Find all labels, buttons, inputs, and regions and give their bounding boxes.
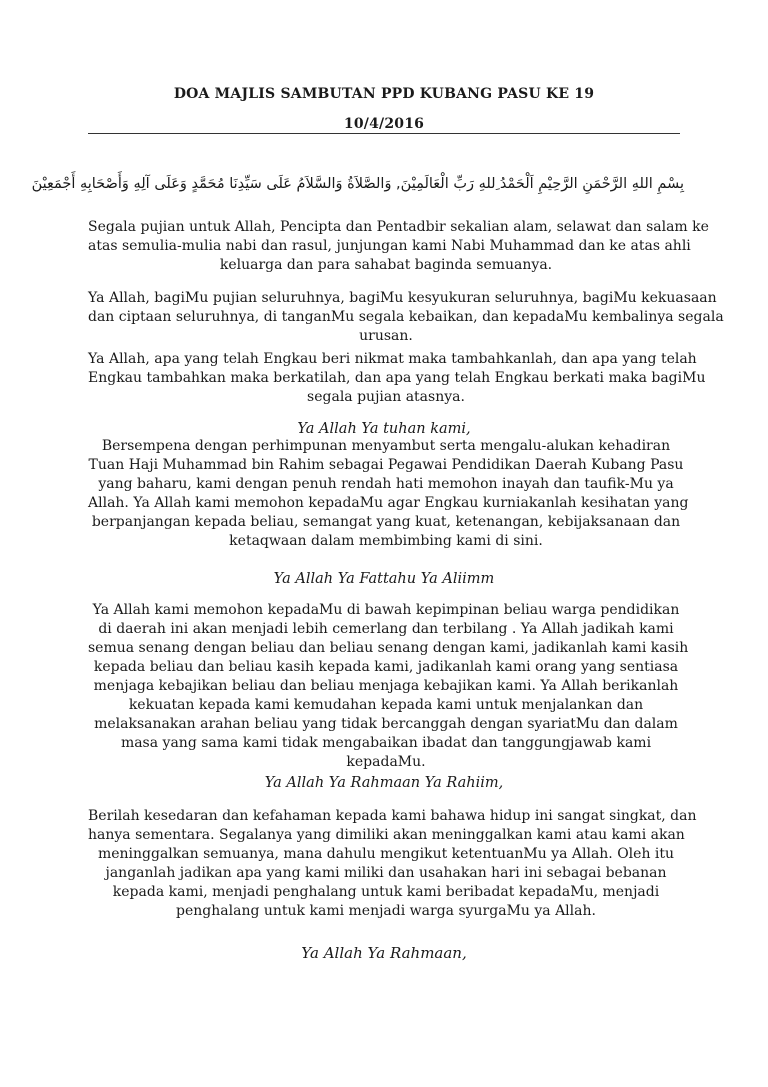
text-line: keluarga dan para sahabat baginda semuanya. xyxy=(219,257,553,273)
arabic-opening-line: بِسْمِ اللهِ الرَّحْمَنِ الرَّحِيْمِ اَلْحَمْدُ ِللهِ رَبِّ الْعَالَمِيْنَ, وَالصَّلاَةُ وَالسَّلاَمُ عَلَى سَيِّدِنَا مُحَمَّدٍ وَعَلَى آلِهِ وَأَصْحَابِهِ أَجْمَعِيْنَ xyxy=(31,176,684,192)
heading-ya-fattahu: Ya Allah Ya Fattahu Ya Aliimm xyxy=(273,571,495,587)
text-line: menjaga kebajikan beliau dan beliau menjaga kebajikan kami. Ya Allah berikanlah xyxy=(93,678,679,694)
paragraph-kesedaran xyxy=(88,807,697,921)
text-line: hanya sementara. Segalanya yang dimiliki akan meninggalkan kami atau kami akan xyxy=(88,827,685,843)
text-line: kepadaMu. xyxy=(346,754,426,770)
paragraph-sambutan xyxy=(88,437,689,551)
text-line: kepada beliau dan beliau kasih kepada kami, jadikanlah kami orang yang sentiasa xyxy=(93,659,679,675)
title-divider xyxy=(88,133,680,134)
paragraph-nikmat xyxy=(88,350,706,407)
paragraph-kepimpinan xyxy=(88,601,689,772)
text-line: penghalang untuk kami menjadi warga syurgaMu ya Allah. xyxy=(176,903,596,919)
paragraph-praise xyxy=(88,218,709,275)
document-title: DOA MAJLIS SAMBUTAN PPD KUBANG PASU KE 19 xyxy=(173,86,595,102)
text-line: Allah. Ya Allah kami memohon kepadaMu agar Engkau kurniakanlah kesihatan yang xyxy=(88,495,689,511)
document-date: 10/4/2016 xyxy=(343,116,425,132)
text-line: Ya Allah, apa yang telah Engkau beri nikmat maka tambahkanlah, dan apa yang telah xyxy=(88,351,697,367)
text-line: yang baharu, kami dengan penuh rendah hati memohon inayah dan taufik-Mu ya xyxy=(98,476,674,492)
text-line: Segala pujian untuk Allah, Pencipta dan Pentadbir sekalian alam, selawat dan salam ke xyxy=(88,219,709,235)
paragraph-bagimu xyxy=(88,289,724,346)
text-line: segala pujian atasnya. xyxy=(307,389,465,405)
text-line: kepada kami, menjadi penghalang untuk kami beribadat kepadaMu, menjadi xyxy=(112,884,660,900)
text-line: di daerah ini akan menjadi lebih cemerlang dan terbilang . Ya Allah jadikah kami xyxy=(98,621,674,637)
text-line: Ya Allah kami memohon kepadaMu di bawah kepimpinan beliau warga pendidikan xyxy=(92,602,680,618)
text-line: berpanjangan kepada beliau, semangat yang kuat, ketenangan, kebijaksanaan dan xyxy=(91,514,681,530)
text-line: janganlah jadikan apa yang kami miliki dan usahakan hari ini sebagai bebanan xyxy=(105,865,667,881)
text-line: Bersempena dengan perhimpunan menyambut serta mengalu-alukan kehadiran xyxy=(101,438,671,454)
text-line: Engkau tambahkan maka berkatilah, dan apa yang telah Engkau berkati maka bagiMu xyxy=(88,370,706,386)
text-line: Ya Allah, bagiMu pujian seluruhnya, bagiMu kesyukuran seluruhnya, bagiMu kekuasaan xyxy=(88,290,717,306)
text-line: ketaqwaan dalam membimbing kami di sini. xyxy=(229,533,543,549)
text-line: dan ciptaan seluruhnya, di tanganMu segala kebaikan, dan kepadaMu kembalinya segala xyxy=(88,309,724,325)
heading-ya-tuhan-kami: Ya Allah Ya tuhan kami, xyxy=(297,421,471,437)
text-line: meninggalkan semuanya, mana dahulu mengikut ketentuanMu ya Allah. Oleh itu xyxy=(97,846,675,862)
text-line: Berilah kesedaran dan kefahaman kepada kami bahawa hidup ini sangat singkat, dan xyxy=(88,808,697,824)
text-line: kekuatan kepada kami kemudahan kepada kami untuk menjalankan dan xyxy=(128,697,644,713)
text-line: melaksanakan arahan beliau yang tidak bercanggah dengan syariatMu dan dalam xyxy=(94,716,678,732)
text-line: semua senang dengan beliau dan beliau senang dengan kami, jadikanlah kami kasih xyxy=(88,640,689,656)
text-line: atas semulia-mulia nabi dan rasul, junjungan kami Nabi Muhammad dan ke atas ahli xyxy=(88,238,691,254)
text-line: Tuan Haji Muhammad bin Rahim sebagai Pegawai Pendidikan Daerah Kubang Pasu xyxy=(88,457,684,473)
text-line: urusan. xyxy=(359,328,413,344)
text-line: masa yang sama kami tidak mengabaikan ibadat dan tanggungjawab kami xyxy=(120,735,652,751)
heading-ya-rahmaan: Ya Allah Ya Rahmaan, xyxy=(301,944,467,962)
heading-ya-rahmaan-ya-rahiim: Ya Allah Ya Rahmaan Ya Rahiim, xyxy=(264,775,504,791)
